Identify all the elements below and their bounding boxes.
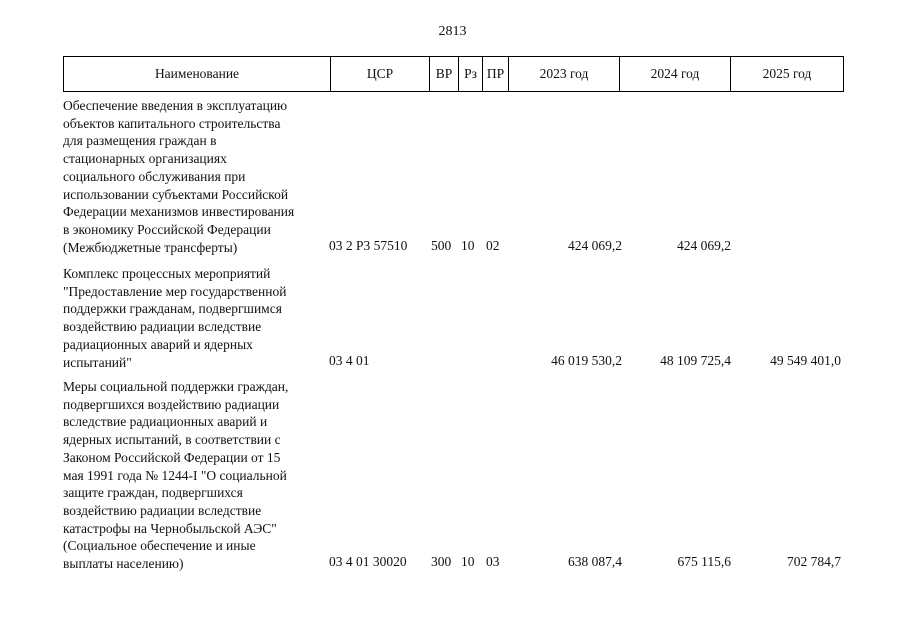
name-line: Законом Российской Федерации от 15 bbox=[63, 449, 281, 465]
row-2024: 48 109 725,4 bbox=[660, 353, 731, 368]
name-line: испытаний" bbox=[63, 354, 132, 370]
row-rz: 10 bbox=[461, 238, 475, 253]
name-line: подвергшихся воздействию радиации bbox=[63, 396, 280, 412]
row-2023: 46 019 530,2 bbox=[551, 353, 622, 368]
table-header bbox=[63, 56, 844, 92]
name-line: Комплекс процессных мероприятий bbox=[63, 266, 271, 281]
header-vr: ВР bbox=[430, 57, 459, 91]
name-line: объектов капитального строительства bbox=[63, 115, 281, 131]
header-csr: ЦСР bbox=[331, 57, 430, 91]
name-line: поддержки гражданам, подвергшимся bbox=[63, 301, 282, 317]
name-line: Меры социальной поддержки граждан, bbox=[63, 379, 289, 394]
name-line: радиационных аварий и ядерных bbox=[63, 336, 253, 352]
row-vr: 300 bbox=[431, 554, 452, 569]
row-rz: 10 bbox=[461, 554, 475, 569]
row-csr: 03 2 P3 57510 bbox=[329, 238, 408, 253]
header-rz: Рз bbox=[459, 57, 483, 91]
row-csr: 03 4 01 bbox=[329, 353, 370, 368]
table-row bbox=[63, 265, 844, 373]
table-row bbox=[63, 97, 844, 259]
name-line: Обеспечение введения в эксплуатацию bbox=[63, 98, 288, 113]
row-name bbox=[63, 265, 328, 371]
header-name: Наименование bbox=[64, 57, 331, 91]
row-2024: 424 069,2 bbox=[677, 238, 731, 253]
row-pr: 02 bbox=[486, 238, 500, 253]
row-2025: 49 549 401,0 bbox=[770, 353, 841, 368]
name-line: вследствие радиационных аварий и bbox=[63, 414, 268, 430]
header-2024: 2024 год bbox=[620, 57, 731, 91]
row-2025: 702 784,7 bbox=[787, 554, 841, 569]
row-name bbox=[63, 378, 328, 573]
name-line: воздействию радиации вследствие bbox=[63, 319, 262, 335]
name-line: защите граждан, подвергшихся bbox=[63, 485, 243, 501]
name-line: Федерации механизмов инвестирования bbox=[63, 204, 295, 220]
name-line: (Социальное обеспечение и иные bbox=[63, 538, 256, 554]
name-line: для размещения граждан в bbox=[63, 133, 217, 149]
name-line: использовании субъектами Российской bbox=[63, 186, 289, 202]
row-2024: 675 115,6 bbox=[677, 554, 731, 569]
header-2023: 2023 год bbox=[509, 57, 620, 91]
header-pr: ПР bbox=[483, 57, 509, 91]
name-line: катастрофы на Чернобыльской АЭС" bbox=[63, 520, 277, 536]
name-line: (Межбюджетные трансферты) bbox=[63, 239, 238, 255]
name-line: в экономику Российской Федерации bbox=[63, 221, 271, 237]
row-2023: 638 087,4 bbox=[568, 554, 622, 569]
row-2023: 424 069,2 bbox=[568, 238, 622, 253]
row-csr: 03 4 01 30020 bbox=[329, 554, 407, 569]
name-line: воздействию радиации вследствие bbox=[63, 502, 262, 518]
table-row bbox=[63, 378, 844, 576]
row-name bbox=[63, 97, 328, 256]
name-line: социального обслуживания при bbox=[63, 168, 246, 184]
name-line: мая 1991 года № 1244-I "О социальной bbox=[63, 467, 287, 483]
name-line: "Предоставление мер государственной bbox=[63, 283, 287, 299]
name-line: ядерных испытаний, в соответствии с bbox=[63, 432, 281, 448]
name-line: стационарных организациях bbox=[63, 151, 227, 167]
page-number: 2813 bbox=[438, 24, 467, 39]
header-2025: 2025 год bbox=[762, 66, 812, 81]
row-vr: 500 bbox=[431, 238, 452, 253]
name-line: выплаты населению) bbox=[63, 556, 184, 572]
row-pr: 03 bbox=[486, 554, 500, 569]
